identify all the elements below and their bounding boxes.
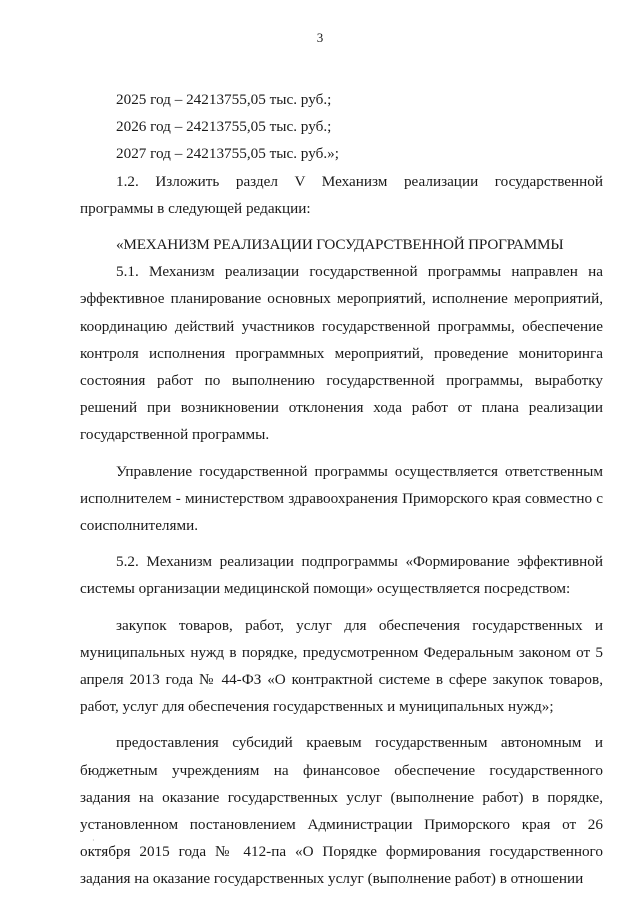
funding-line-2026: 2026 год – 24213755,05 тыс. руб.; [116, 118, 332, 136]
amendment-paragraph: 1.2. Изложить раздел V Механизм реализации государственной программы в следующей редакции: [80, 172, 603, 217]
scan-mark: · [92, 836, 95, 845]
document-body [80, 86, 603, 893]
paragraph-5-2: 5.2. Механизм реализации подпрограммы «Формирование эффективной системы организации медицинской помощи» осуществляется посредством: [80, 553, 603, 598]
paragraph-5-1: 5.1. Механизм реализации государственной программы направлен на эффективное планирование основных мероприятий, исполнение мероприятий, координацию действий участников государственной программы, обеспечение контроля исполнения программных мероприятий, проведение мониторинга состояния работ по выполнению государственной программы, выработку решений при возникновении отклонения хода работ от плана реализации государственной программы. [80, 263, 603, 444]
funding-line-2027: 2027 год – 24213755,05 тыс. руб.»; [116, 145, 339, 163]
section-heading: «МЕХАНИЗМ РЕАЛИЗАЦИИ ГОСУДАРСТВЕННОЙ ПРОГРАММЫ [116, 236, 564, 254]
paragraph-procurement: закупок товаров, работ, услуг для обеспечения государственных и муниципальных нужд в порядке, предусмотренном Федеральным законом от 5 апреля 2013 года № 44-ФЗ «О контрактной системе в сфере закупок товаров, работ, услуг для обеспечения государственных и муниципальных нужд»; [80, 616, 603, 716]
paragraph-management: Управление государственной программы осуществляется ответственным исполнителем - министерством здравоохранения Приморского края совместно с соисполнителями. [80, 462, 603, 535]
page-number: 3 [316, 30, 324, 45]
paragraph-subsidies: предоставления субсидий краевым государственным автономным и бюджетным учреждениям на финансовое обеспечение государственного задания на оказание государственных услуг (выполнение работ) в порядке, установленном постановлением Администрации Приморского края от 26 октября 2015 года № 412-па «О Порядке формирования государственного задания на оказание государственных услуг (выполнение работ) в отношении [80, 734, 603, 888]
funding-line-2025: 2025 год – 24213755,05 тыс. руб.; [116, 91, 332, 108]
